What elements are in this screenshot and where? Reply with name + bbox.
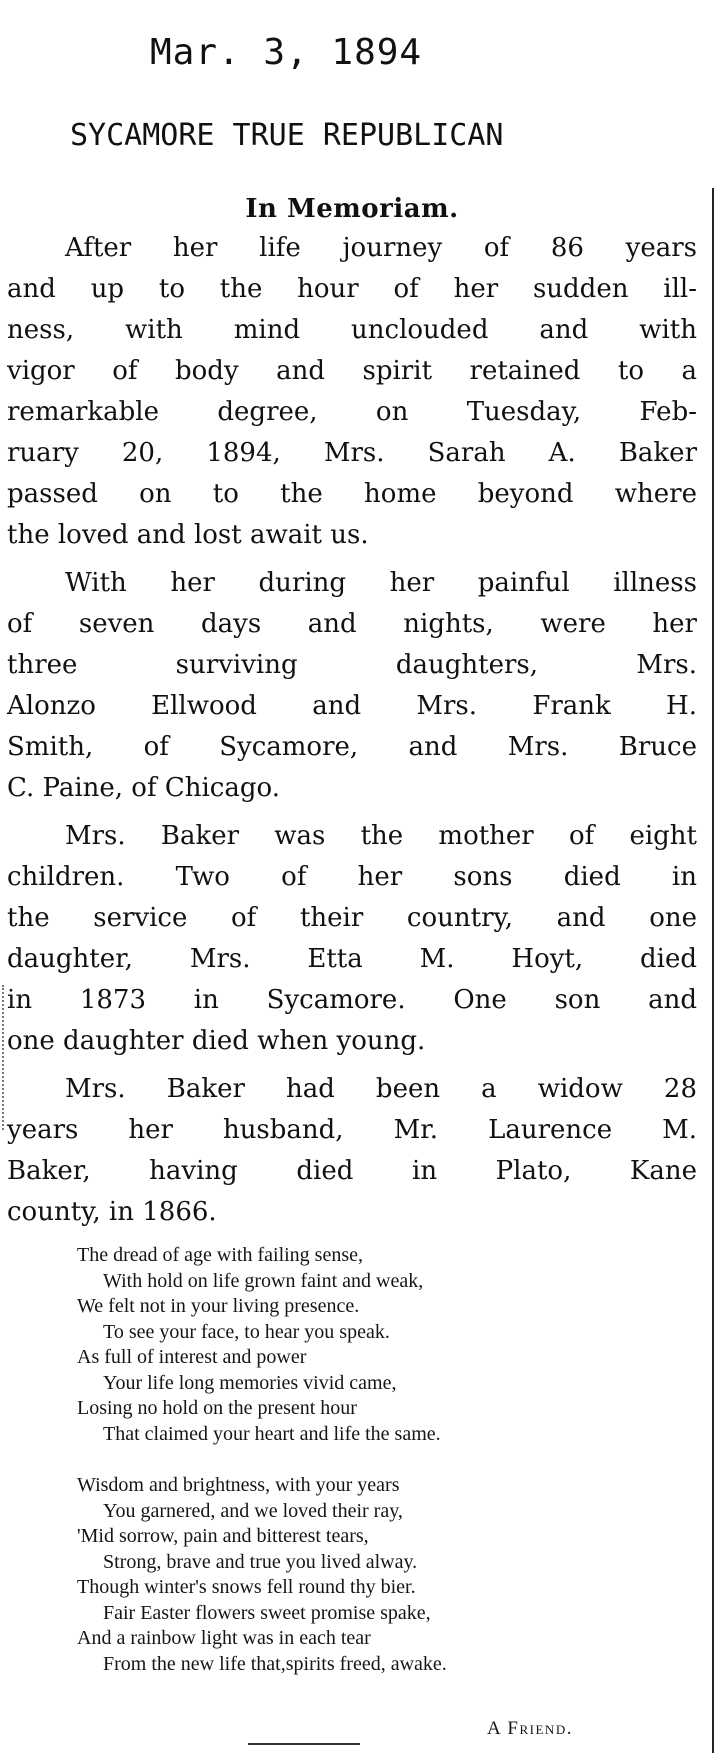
paragraph-line: county, in 1866. <box>7 1197 217 1227</box>
poem-line: 'Mid sorrow, pain and bitterest tears, <box>77 1525 369 1547</box>
paragraph-line: vigor of body and spirit retained to a <box>7 356 697 386</box>
poem-line: Though winter's snows fell round thy bier. <box>77 1576 416 1598</box>
article-paragraph <box>7 228 697 556</box>
paragraph-line: the loved and lost await us. <box>7 520 369 550</box>
poem-line: Fair Easter flowers sweet promise spake, <box>103 1601 431 1624</box>
paragraph-line: passed on to the home beyond where <box>7 479 697 509</box>
memoriam-article <box>7 192 697 1703</box>
article-paragraph <box>7 816 697 1062</box>
paragraph-line: remarkable degree, on Tuesday, Feb- <box>7 397 697 427</box>
article-signature: A Friend. <box>487 1718 573 1739</box>
paragraph-line: of seven days and nights, were her <box>7 609 697 639</box>
poem-line: You garnered, and we loved their ray, <box>103 1499 403 1522</box>
paragraph-line: the service of their country, and one <box>7 903 697 933</box>
paragraph-line: With her during her painful illness <box>65 568 697 598</box>
paragraph-line: daughter, Mrs. Etta M. Hoyt, died <box>7 944 697 974</box>
paragraph-line: and up to the hour of her sudden ill- <box>7 274 697 304</box>
end-rule <box>248 1743 360 1745</box>
paragraph-line: C. Paine, of Chicago. <box>7 773 280 803</box>
poem-line: Losing no hold on the present hour <box>77 1397 357 1419</box>
poem-line: That claimed your heart and life the same. <box>103 1422 441 1445</box>
poem-line: To see your face, to hear you speak. <box>103 1320 390 1343</box>
poem-line: We felt not in your living presence. <box>77 1295 360 1317</box>
paragraph-line: in 1873 in Sycamore. One son and <box>7 985 697 1015</box>
fold-marks <box>2 985 4 1130</box>
paragraph-line: Baker, having died in Plato, Kane <box>7 1156 697 1186</box>
clipping-date: Mar. 3, 1894 <box>150 32 423 73</box>
paragraph-line: one daughter died when young. <box>7 1026 426 1056</box>
paragraph-line: ness, with mind unclouded and with <box>7 315 697 345</box>
article-paragraph <box>7 563 697 809</box>
paragraph-line: ruary 20, 1894, Mrs. Sarah A. Baker <box>7 438 697 468</box>
paragraph-line: years her husband, Mr. Laurence M. <box>7 1115 697 1145</box>
article-paragraph <box>7 1069 697 1233</box>
poem-line: And a rainbow light was in each tear <box>77 1627 371 1649</box>
poem-line: The dread of age with failing sense, <box>77 1244 364 1266</box>
paragraph-line: three surviving daughters, Mrs. <box>7 650 697 680</box>
paragraph-line: Mrs. Baker had been a widow 28 <box>65 1074 697 1104</box>
paragraph-line: Alonzo Ellwood and Mrs. Frank H. <box>7 691 697 721</box>
poem-line: Wisdom and brightness, with your years <box>77 1474 400 1496</box>
poem-line: From the new life that,spirits freed, awake. <box>103 1652 447 1675</box>
paragraph-line: Mrs. Baker was the mother of eight <box>65 821 697 851</box>
poem-line: Your life long memories vivid came, <box>103 1371 397 1394</box>
poem-stanza <box>7 1473 697 1677</box>
poem-line: With hold on life grown faint and weak, <box>103 1269 424 1292</box>
newspaper-name: SYCAMORE TRUE REPUBLICAN <box>70 118 504 153</box>
poem-line: As full of interest and power <box>77 1346 307 1368</box>
column-rule <box>712 188 714 1753</box>
memorial-poem <box>7 1243 697 1677</box>
article-body <box>7 228 697 1233</box>
paragraph-line: children. Two of her sons died in <box>7 862 697 892</box>
article-heading: In Memoriam. <box>245 194 459 224</box>
paragraph-line: Smith, of Sycamore, and Mrs. Bruce <box>7 732 697 762</box>
paragraph-line: After her life journey of 86 years <box>65 233 697 263</box>
poem-line: Strong, brave and true you lived alway. <box>103 1550 418 1573</box>
poem-stanza <box>7 1243 697 1447</box>
